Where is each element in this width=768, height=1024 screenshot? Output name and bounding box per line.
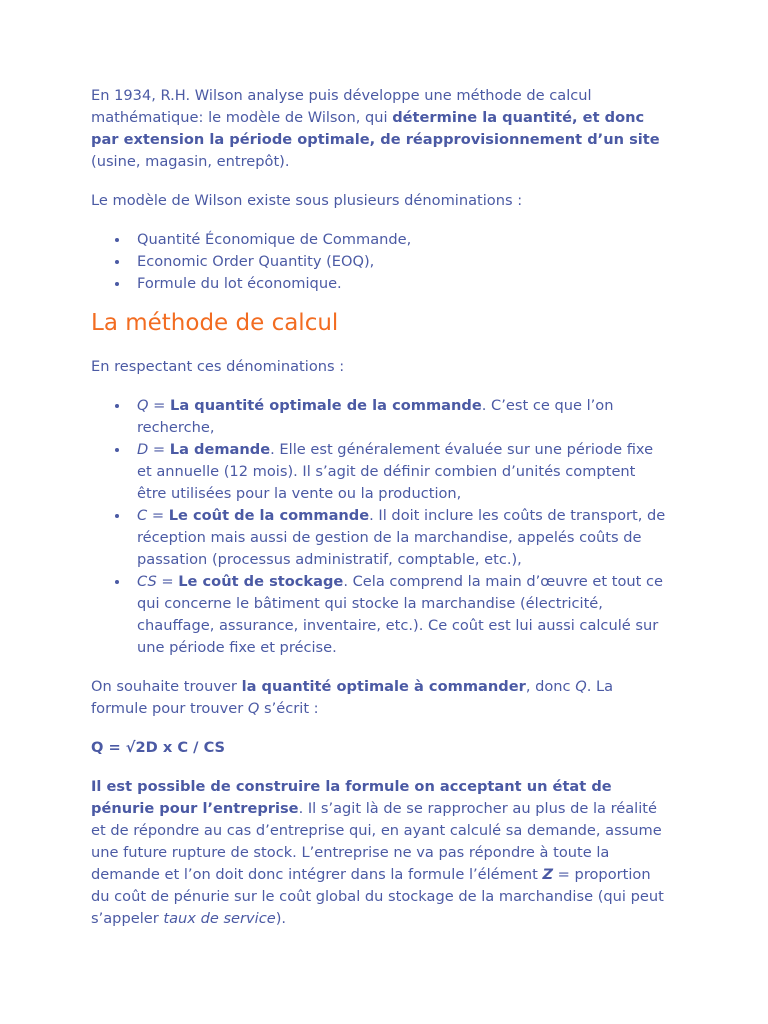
variable-name: Le coût de stockage bbox=[178, 573, 344, 590]
variable-description: . Il doit inclure les coûts de transport, de réception mais aussi de gestion de la marchandise, appelés coûts de passation (processus administratif, comptable, etc.), bbox=[137, 507, 666, 568]
variable-description: . Elle est généralement évaluée sur une période fixe et annuelle (12 mois). Il s’agit de définir combien d’unités comptent être utilisées pour la vente ou la production, bbox=[137, 441, 654, 502]
find-bold-text: la quantité optimale à commander bbox=[241, 678, 526, 695]
names-list bbox=[91, 229, 668, 295]
equals-sign: = bbox=[148, 441, 170, 458]
variable-symbol: Z bbox=[542, 866, 554, 883]
variable-symbol: Q bbox=[137, 397, 149, 414]
find-text: . La formule pour trouver bbox=[91, 678, 614, 717]
respect-intro: En respectant ces dénominations : bbox=[91, 358, 345, 375]
intro-paragraph bbox=[91, 85, 668, 173]
list-item: Quantité Économique de Commande, bbox=[137, 229, 668, 251]
variable-name: Le coût de la commande bbox=[168, 507, 370, 524]
shortage-text: . Il s’agit là de se rapprocher au plus de la réalité et de répondre au cas d’entreprise qui, en ayant calculé sa demande, assume une future rupture de stock. L’entreprise ne va pas répondre à toute la demande et l’on doit donc intégrer dans la formule l’élément bbox=[91, 800, 662, 883]
list-item: Economic Order Quantity (EOQ), bbox=[137, 251, 668, 273]
wilson-formula: Q = √2D x C / CS bbox=[91, 739, 226, 756]
variable-description: . Cela comprend la main d’œuvre et tout ce qui concerne le bâtiment qui stocke la marchandise (électricité, chauffage, assurance, inventaire, etc.). Ce coût est lui aussi calculé sur une période fixe et précise. bbox=[137, 573, 664, 656]
shortage-text: = proportion du coût de pénurie sur le coût global du stockage de la marchandise (qui peut s’appeler bbox=[91, 866, 664, 927]
list-item bbox=[137, 571, 668, 659]
variable-name: La quantité optimale de la commande bbox=[170, 397, 482, 414]
names-intro: Le modèle de Wilson existe sous plusieurs dénominations : bbox=[91, 192, 523, 209]
list-item bbox=[137, 439, 668, 505]
equals-sign: = bbox=[156, 573, 179, 590]
variable-name: La demande bbox=[169, 441, 271, 458]
variable-symbol: C bbox=[137, 507, 148, 524]
variable-symbol: D bbox=[137, 441, 149, 458]
shortage-text: ). bbox=[275, 910, 287, 927]
equals-sign: = bbox=[147, 507, 169, 524]
list-item bbox=[137, 505, 668, 571]
intro-text: En 1934, R.H. Wilson analyse puis développe une méthode de calcul mathématique: le modèle de Wilson, qui bbox=[91, 87, 592, 126]
find-text: On souhaite trouver bbox=[91, 678, 242, 695]
variable-symbol: Q bbox=[575, 678, 587, 695]
list-item bbox=[137, 395, 668, 439]
find-text: s’écrit : bbox=[259, 700, 319, 717]
shortage-bold-text: Il est possible de construire la formule on acceptant un état de pénurie pour l’entreprise bbox=[91, 778, 612, 817]
list-item: Formule du lot économique. bbox=[137, 273, 668, 295]
variable-symbol: Q bbox=[247, 700, 260, 717]
variable-symbol: CS bbox=[137, 573, 157, 590]
intro-bold-text: détermine la quantité, et donc par extension la période optimale, de réapprovisionnement d’un site bbox=[91, 109, 660, 148]
variable-description: . C’est ce que l’on recherche, bbox=[137, 397, 614, 436]
find-text: , donc bbox=[525, 678, 576, 695]
shortage-italic-text: taux de service bbox=[163, 910, 276, 927]
equals-sign: = bbox=[148, 397, 171, 414]
section-title: La méthode de calcul bbox=[91, 310, 339, 336]
variables-list bbox=[91, 395, 668, 659]
intro-text-end: (usine, magasin, entrepôt). bbox=[91, 153, 290, 170]
shortage-paragraph bbox=[91, 776, 668, 930]
find-paragraph bbox=[91, 676, 668, 720]
